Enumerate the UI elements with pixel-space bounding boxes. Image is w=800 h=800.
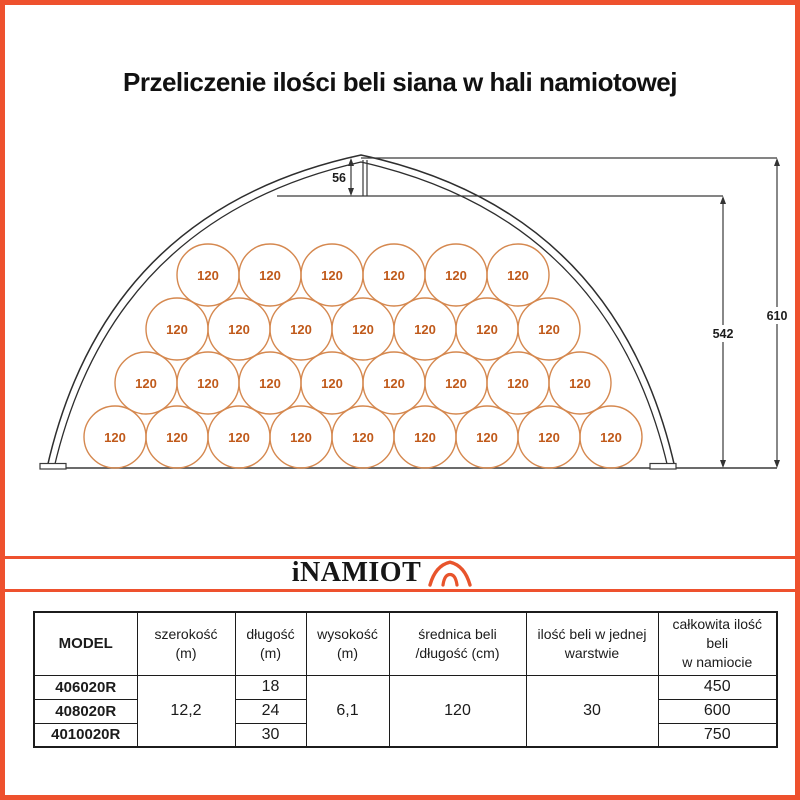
bale-count-label: 120 — [104, 430, 126, 445]
bale-count-label: 120 — [259, 376, 281, 391]
arrowhead — [348, 158, 354, 166]
spec-table — [33, 611, 778, 748]
foot-plate-left — [40, 464, 66, 470]
cell-model-3: 4010020R — [34, 723, 137, 747]
bale-count-label: 120 — [228, 322, 250, 337]
cell-dlugosc-1: 18 — [235, 675, 306, 699]
bale-count-label: 120 — [290, 430, 312, 445]
bale-count-label: 120 — [228, 430, 250, 445]
cell-dlugosc-3: 30 — [235, 723, 306, 747]
bale-count-label: 120 — [197, 268, 219, 283]
bale-count-label: 120 — [135, 376, 157, 391]
col-header-model: MODEL — [34, 612, 137, 675]
bale-count-label: 120 — [166, 430, 188, 445]
bale-count-label: 120 — [445, 268, 467, 283]
logo-text: iNAMIOT — [291, 557, 422, 588]
cell-szerokosc: 12,2 — [137, 675, 235, 747]
bale-count-label: 120 — [507, 268, 529, 283]
bale-count-label: 120 — [383, 376, 405, 391]
page-title: Przeliczenie ilości beli siana w hali namiotowej — [123, 67, 677, 97]
cell-model-1: 406020R — [34, 675, 137, 699]
tent-icon — [428, 560, 472, 587]
table-row — [34, 675, 777, 699]
bale-count-label: 120 — [352, 322, 374, 337]
cell-calkowita-1: 450 — [658, 675, 777, 699]
col-header-ilosc-warstwa: ilość beli w jednej warstwie — [526, 612, 658, 675]
arrowhead — [774, 158, 780, 166]
cell-model-2: 408020R — [34, 699, 137, 723]
bale-count-label: 120 — [414, 430, 436, 445]
arrowhead — [348, 188, 354, 196]
bale-count-label: 120 — [383, 268, 405, 283]
arrowhead — [720, 196, 726, 204]
dim-label-apex: 56 — [332, 171, 346, 185]
bale-count-label: 120 — [321, 268, 343, 283]
col-header-szerokosc: szerokość (m) — [137, 612, 235, 675]
header-row — [34, 612, 777, 675]
bale-count-label: 120 — [290, 322, 312, 337]
bale-count-label: 120 — [197, 376, 219, 391]
bale-group — [84, 244, 642, 468]
divider-bottom — [5, 589, 795, 592]
logo — [0, 557, 777, 589]
bale-count-label: 120 — [166, 322, 188, 337]
bale-count-label: 120 — [445, 376, 467, 391]
bale-count-label: 120 — [569, 376, 591, 391]
cell-wysokosc: 6,1 — [306, 675, 389, 747]
col-header-calkowita: całkowita ilość beli w namiocie — [658, 612, 777, 675]
cell-srednica: 120 — [389, 675, 526, 747]
col-header-srednica: średnica beli /długość (cm) — [389, 612, 526, 675]
dim-label-inner: 542 — [712, 327, 734, 341]
cell-dlugosc-2: 24 — [235, 699, 306, 723]
bale-count-label: 120 — [538, 322, 560, 337]
bale-count-label: 120 — [321, 376, 343, 391]
bale-count-label: 120 — [507, 376, 529, 391]
arrowhead — [720, 460, 726, 468]
bale-count-label: 120 — [600, 430, 622, 445]
foot-plate-right — [650, 464, 676, 470]
bale-count-label: 120 — [414, 322, 436, 337]
bale-count-label: 120 — [259, 268, 281, 283]
bale-count-label: 120 — [476, 430, 498, 445]
col-header-wysokosc: wysokość (m) — [306, 612, 389, 675]
cell-calkowita-3: 750 — [658, 723, 777, 747]
cell-ilosc-warstwa: 30 — [526, 675, 658, 747]
bale-count-label: 120 — [476, 322, 498, 337]
arrowhead — [774, 460, 780, 468]
bale-count-label: 120 — [538, 430, 560, 445]
dim-label-total: 610 — [766, 309, 788, 323]
cell-calkowita-2: 600 — [658, 699, 777, 723]
col-header-dlugosc: długość (m) — [235, 612, 306, 675]
bale-count-label: 120 — [352, 430, 374, 445]
